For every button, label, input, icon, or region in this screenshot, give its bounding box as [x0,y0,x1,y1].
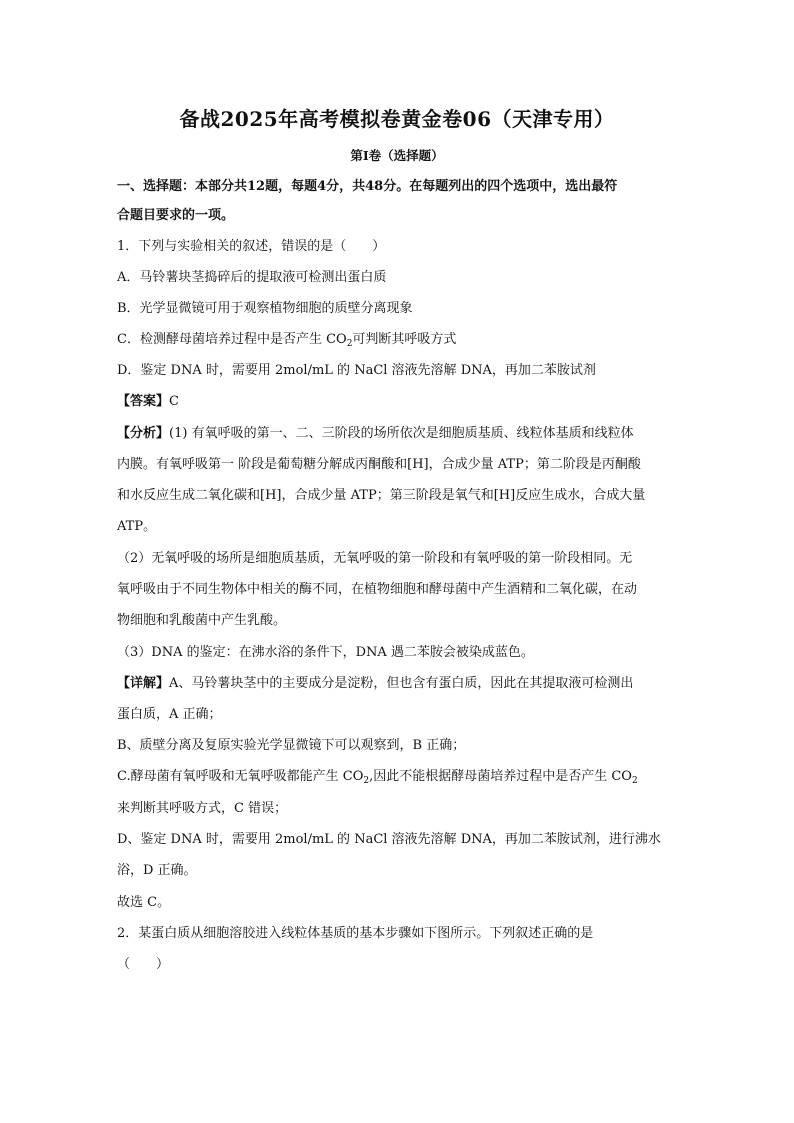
section-instruction-line-1: 一、选择题：本部分共12题，每题4分，共48分。在每题列出的四个选项中，选出最符 [117,179,618,194]
detail-text: A、马铃薯块茎中的主要成分是淀粉，但也含有蛋白质，因此在其提取液可检测出 [169,676,634,691]
detail-line-4 [117,767,687,791]
detail-4-text: C.酵母菌有氧呼吸和无氧呼吸都能产生 CO [117,769,364,784]
detail-tag: 【详解】 [117,676,170,691]
analysis-line-7: 物细胞和乳酸菌中产生乳酸。 [117,613,287,628]
detail-4-text-mid: ,因此不能根据酵母菌培养过程中是否产生 CO [369,769,632,784]
co2-subscript: 2 [346,339,353,349]
question-2-stem-line-2: （ ） [117,957,170,972]
conclusion-line: 故选 C。 [117,895,171,910]
question-1-option-d: D．鉴定 DNA 时，需要用 2mol/mL 的 NaCl 溶液先溶解 DNA，再加二苯胺试剂 [117,363,596,378]
analysis-line-1 [117,424,687,444]
answer-tag: 【答案】 [117,394,170,409]
analysis-line-6: 氧呼吸由于不同生物体中相关的酶不同，在植物细胞和酵母菌中产生酒精和二氧化碳，在动 [117,582,638,597]
detail-line-7: 浴，D 正确。 [117,863,197,878]
detail-line-2: 蛋白质，A 正确； [117,707,222,722]
question-1-option-b: B．光学显微镜可用于观察植物细胞的质壁分离现象 [117,301,413,316]
detail-line-3: B、质壁分离及复原实验光学显微镜下可以观察到，B 正确； [117,738,466,753]
analysis-line-3: 和水反应生成二氧化碳和[H]，合成少量 ATP；第三阶段是氧气和[H]反应生成水，合成大量 [117,488,646,503]
option-c-text-end: 可判断其呼吸方式 [352,332,457,347]
section-instruction-line-2: 合题目要求的一项。 [117,208,235,223]
question-1-option-c [117,330,687,354]
co2-subscript: 2 [363,776,370,786]
analysis-line-2: 内膜。有氧呼吸第一 阶段是葡萄糖分解成丙酮酸和[H]，合成少量 ATP；第二阶段是丙酮酸 [117,457,641,472]
analysis-tag: 【分析】 [117,426,170,441]
option-c-text: C．检测酵母菌培养过程中是否产生 CO [117,332,347,347]
question-1-option-a: A．马铃薯块茎捣碎后的提取液可检测出蛋白质 [117,270,387,285]
detail-line-1 [117,674,687,694]
analysis-text: (1) 有氧呼吸的第一、二、三阶段的场所依次是细胞质基质、线粒体基质和线粒体 [169,426,634,441]
answer-line [117,392,687,412]
page-title: 备战2025年高考模拟卷黄金卷06（天津专用） [179,107,615,131]
co2-subscript: 2 [631,776,638,786]
detail-line-5: 来判断其呼吸方式，C 错误； [117,801,288,816]
analysis-line-4: ATP。 [117,519,157,534]
analysis-line-8: （3）DNA 的鉴定：在沸水浴的条件下，DNA 遇二苯胺会被染成蓝色。 [117,645,534,660]
question-1-stem: 1．下列与实验相关的叙述，错误的是（ ） [117,239,386,254]
answer-value: C [169,394,179,409]
question-2-stem-line-1: 2．某蛋白质从细胞溶胶进入线粒体基质的基本步骤如下图所示。下列叙述正确的是 [117,926,594,941]
section-subtitle: 第I卷（选择题） [350,148,444,163]
detail-line-6: D、鉴定 DNA 时，需要用 2mol/mL 的 NaCl 溶液先溶解 DNA，再加二苯胺试剂，进行沸水 [117,832,661,847]
analysis-line-5: （2）无氧呼吸的场所是细胞质基质，无氧呼吸的第一阶段和有氧呼吸的第一阶段相同。无 [117,551,633,566]
